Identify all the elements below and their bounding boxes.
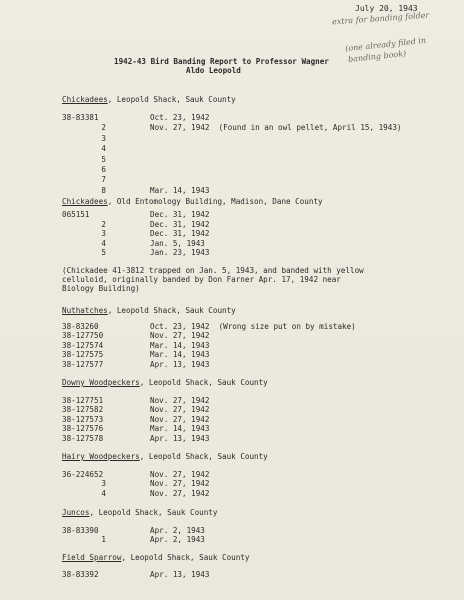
- handwritten-note-filed: (one already filed in: [344, 35, 427, 54]
- field-sparrow-list: [62, 570, 209, 580]
- section-heading-juncos: Juncos, Leopold Shack, Sauk County: [62, 508, 218, 517]
- table-row: 1 Apr. 2, 1943: [101, 535, 205, 545]
- nuthatches-list: [62, 322, 356, 369]
- handwritten-note-book: banding book): [347, 48, 407, 65]
- table-row: 7: [101, 175, 106, 185]
- report-author: Aldo Leopold: [186, 66, 241, 75]
- table-row: 38-127582 Nov. 27, 1942: [62, 405, 210, 415]
- section-heading-nuthatches: Nuthatches, Leopold Shack, Sauk County: [62, 306, 236, 315]
- chickadee-note-line2: celluloid, originally banded by Don Farner Apr. 17, 1942 near: [62, 275, 341, 284]
- report-date: July 20, 1943: [355, 4, 418, 13]
- table-row: 38-127573 Nov. 27, 1942: [62, 414, 210, 424]
- section-heading-downy-woodpeckers: Downy Woodpeckers, Leopold Shack, Sauk County: [62, 378, 268, 387]
- table-row: 2 Nov. 27, 1942 (Found in an owl pellet, April 15, 1943): [101, 123, 402, 133]
- table-row: 3 Dec. 31, 1942: [101, 229, 210, 239]
- table-row: 4 Nov. 27, 1942: [101, 488, 210, 498]
- chickadee-note-line3: Biology Building): [62, 284, 140, 293]
- handwritten-note-extra: extra for banding folder: [331, 10, 430, 27]
- table-row: 38-127750 Nov. 27, 1942: [62, 331, 210, 341]
- table-row: 5 Jan. 23, 1943: [101, 248, 210, 258]
- table-row: 8 Mar. 14, 1943: [101, 185, 210, 195]
- section-heading-chickadees-madison: Chickadees, Old Entomology Building, Madison, Dane County: [62, 197, 323, 206]
- table-row: 4 Jan. 5, 1943: [101, 238, 205, 248]
- table-row: 065151 Dec. 31, 1942: [62, 210, 210, 219]
- chickadee-note-line1: (Chickadee 41-3812 trapped on Jan. 5, 1943, and banded with yellow: [62, 266, 364, 275]
- table-row: 38-83381 Oct. 23, 1942: [62, 113, 210, 122]
- table-row: 4: [101, 144, 106, 154]
- table-row: 6: [101, 164, 106, 174]
- section-heading-chickadees-shack: Chickadees, Leopold Shack, Sauk County: [62, 95, 236, 104]
- table-row: 38-83392 Apr. 13, 1943: [62, 570, 210, 579]
- downy-woodpeckers-list: [62, 396, 209, 443]
- table-row: 38-127574 Mar. 14, 1943: [62, 340, 210, 350]
- hairy-woodpeckers-list: [62, 470, 209, 498]
- table-row: 38-83390 Apr. 2, 1943: [62, 526, 205, 535]
- chickadees-madison-list: [62, 210, 209, 258]
- table-row: 5: [101, 154, 106, 164]
- chickadees-shack-list: [62, 113, 401, 196]
- report-title: 1942-43 Bird Banding Report to Professor Wagner: [114, 57, 329, 66]
- table-row: 38-127578 Apr. 13, 1943: [62, 433, 210, 443]
- table-row: 38-127575 Mar. 14, 1943: [62, 350, 210, 360]
- juncos-list: [62, 526, 205, 545]
- table-row: 36-224652 Nov. 27, 1942: [62, 470, 210, 479]
- table-row: 2 Dec. 31, 1942: [101, 219, 210, 229]
- table-row: 3: [101, 133, 106, 143]
- table-row: 38-83260 Oct. 23, 1942 (Wrong size put on by mistake): [62, 322, 356, 331]
- table-row: 38-127576 Mar. 14, 1943: [62, 424, 210, 434]
- table-row: 38-127751 Nov. 27, 1942: [62, 396, 210, 405]
- table-row: 3 Nov. 27, 1942: [101, 479, 210, 489]
- table-row: 38-127577 Apr. 13, 1943: [62, 359, 210, 369]
- section-heading-hairy-woodpeckers: Hairy Woodpeckers, Leopold Shack, Sauk County: [62, 452, 268, 461]
- section-heading-field-sparrow: Field Sparrow, Leopold Shack, Sauk County: [62, 553, 250, 562]
